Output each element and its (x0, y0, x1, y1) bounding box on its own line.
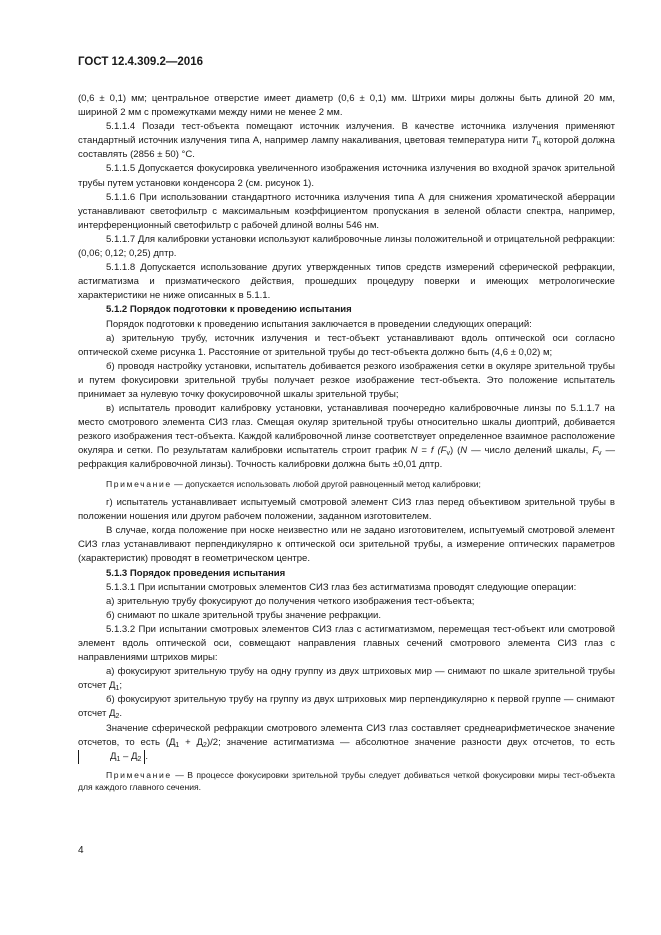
symbol: (F (433, 445, 447, 457)
text: б) фокусируют зрительную трубу на группу из двух штриховых мир перпендикулярно к первой группе — снимают отсчет Д (78, 694, 615, 720)
list-item-v (78, 402, 615, 472)
note-label: Примечание (106, 478, 172, 489)
text: 5.1.1.4 Позади тест-объекта помещают источник излучения. В качестве источника излучения применяют стандартный источник излучения типа А, например лампу накаливания, цветовая температура нити (78, 121, 615, 147)
clause-5-1-3-1: 5.1.3.1 При испытании смотровых элементов СИЗ глаз без астигматизма проводят следующие операции: (106, 581, 577, 593)
note-text: — В процессе фокусировки зрительной трубы следует добиваться четкой фокусировки миры тест-объекта для каждого главного сечения. (78, 769, 615, 793)
section-heading-5-1-2: 5.1.2 Порядок подготовки к проведению испытания (106, 304, 352, 316)
text: в) испытатель проводит калибровку установки, устанавливая поочередно калибровочные линзы по 5.1.1.7 на место смотрового элемента СИЗ глаз. Смещая окуляр зрительной трубы относительно шкалы диоптрий, добивается резкого изображения тест-объекта. Каждой калибровочной линзе соответствует определенное взаимное расположение окуляра и сетки. По результатам калибровки испытатель строит график (78, 403, 615, 457)
text: которой должна составлять (2856 ± 50) °С. (78, 135, 615, 161)
section-heading-5-1-3: 5.1.3 Порядок проведения испытания (106, 567, 286, 579)
list-item-a: а) зрительную трубу фокусируют до получения четкого изображения тест-объекта; (106, 595, 475, 607)
paragraph: В случае, когда положение при носке неизвестно или не задано изготовителем, испытуемый смотровой элемент СИЗ глаз устанавливают перпендикулярно к оптической оси зрительной трубы, а измерение оптических параметров (характеристик) проводят в геометрическом центре. (78, 525, 615, 565)
list-item-b: б) проводя настройку установки, испытатель добивается резкого изображения сетки в окуляре зрительной трубы и путем фокусировки зрительной трубы получает резкое изображение тест-объекта. Это положение испытатель принимает за нулевую точку фокусировочной шкалы зрительной трубы; (78, 360, 615, 400)
clause-5-1-1-5: 5.1.1.5 Допускается фокусировка увеличенного изображения источника излучения во входной зрачок зрительной трубы путем установки конденсора 2 (см. рисунок 1). (78, 163, 615, 189)
subscript: 2 (115, 713, 120, 721)
document-body (78, 92, 615, 800)
absolute-value (78, 750, 145, 764)
paragraph: Порядок подготовки к проведению испытания заключается в проведении следующих операций: (106, 318, 532, 330)
text: а) фокусируют зрительную трубу на одну группу из двух штриховых мир — снимают по шкале зрительной трубы отсчет Д (78, 666, 615, 692)
list-item-g: г) испытатель устанавливает испытуемый смотровой элемент СИЗ глаз перед объективом зрительной трубы в положении ношения или другом рабочем положении, заданном изготовителем. (78, 497, 615, 523)
text: Д (110, 750, 117, 762)
subscript: v (446, 450, 450, 458)
note (78, 478, 615, 491)
text: = (417, 445, 431, 457)
page-number: 4 (78, 845, 84, 856)
text: . (145, 750, 149, 762)
list-item-a (78, 665, 615, 693)
text: — рефракция калибровочной линзы). Точность калибровки должна быть ±0,01 дптр. (78, 445, 616, 471)
paragraph (78, 722, 615, 764)
text: — число делений шкалы, (467, 445, 593, 457)
clause-5-1-3-2: 5.1.3.2 При испытании смотровых элементов СИЗ глаз с астигматизмом, перемещая тест-объект или смотровой элемент вдоль оптической оси, совмещают направления главных сечений смотрового элемента СИЗ глаз с направлениями штрихов миры: (78, 623, 615, 664)
text: . (119, 708, 123, 720)
symbol: T (531, 135, 537, 147)
list-item-b (78, 693, 615, 721)
symbol: N (410, 445, 418, 457)
subscript: 1 (175, 741, 180, 749)
paragraph: (0,6 ± 0,1) мм; центральное отверстие имеет диаметр (0,6 ± 0,1) мм. Штрихи миры должны быть длиной 20 мм, шириной 2 мм с промежутками между ними не менее 2 мм. (78, 93, 615, 119)
subscript: 2 (137, 755, 142, 763)
clause-5-1-1-8: 5.1.1.8 Допускается использование других утвержденных типов средств измерений сферической рефракции, астигматизма и призматического действия, прошедших процедуру поверки и имеющих метрологические характеристики не ниже описанных в 5.1.1. (78, 262, 615, 302)
text: ; (119, 680, 123, 692)
text: )/2; значение астигматизма — абсолютное значение разности двух отсчетов, то есть (206, 736, 615, 748)
subscript: ц (536, 140, 541, 148)
symbol: F (592, 445, 599, 457)
subscript: v (598, 450, 602, 458)
note-label: Примечание (106, 769, 172, 780)
subscript: 2 (203, 741, 207, 749)
text: + Д (179, 736, 204, 748)
text: ) ( (450, 445, 461, 457)
text: – Д (120, 750, 138, 762)
list-item-a: а) зрительную трубу, источник излучения и тест-объект устанавливают вдоль оптической оси согласно оптической схеме рисунка 1. Расстояние от зрительной трубы до тест-объекта должно быть (4,6 ± 0,02) м; (78, 332, 615, 358)
clause-5-1-1-4 (78, 120, 615, 162)
subscript: 1 (115, 685, 120, 693)
list-item-b: б) снимают по шкале зрительной трубы значение рефракции. (106, 609, 382, 621)
note (78, 769, 615, 794)
symbol: N (460, 445, 468, 457)
clause-5-1-1-6: 5.1.1.6 При использовании стандартного источника излучения типа А для снижения хроматической аберрации устанавливают светофильтр с максимальным коэффициентом пропускания в зеленой области спектра, например, интерференционный светофильтр с рабочей длиной волны 546 нм. (78, 191, 615, 231)
document-header: ГОСТ 12.4.309.2—2016 (78, 56, 203, 68)
symbol: f (430, 445, 434, 457)
clause-5-1-1-7: 5.1.1.7 Для калибровки установки используют калибровочные линзы положительной и отрицательной рефракции: (0,06; 0,12; 0,25) дптр. (78, 233, 615, 260)
text: Значение сферической рефракции смотрового элемента СИЗ глаз составляет среднеарифметическое значение отсчетов, то есть (Д (78, 722, 615, 748)
note-text: — допускается использовать любой другой равноценный метод калибровки; (171, 478, 481, 489)
subscript: 1 (116, 755, 121, 763)
